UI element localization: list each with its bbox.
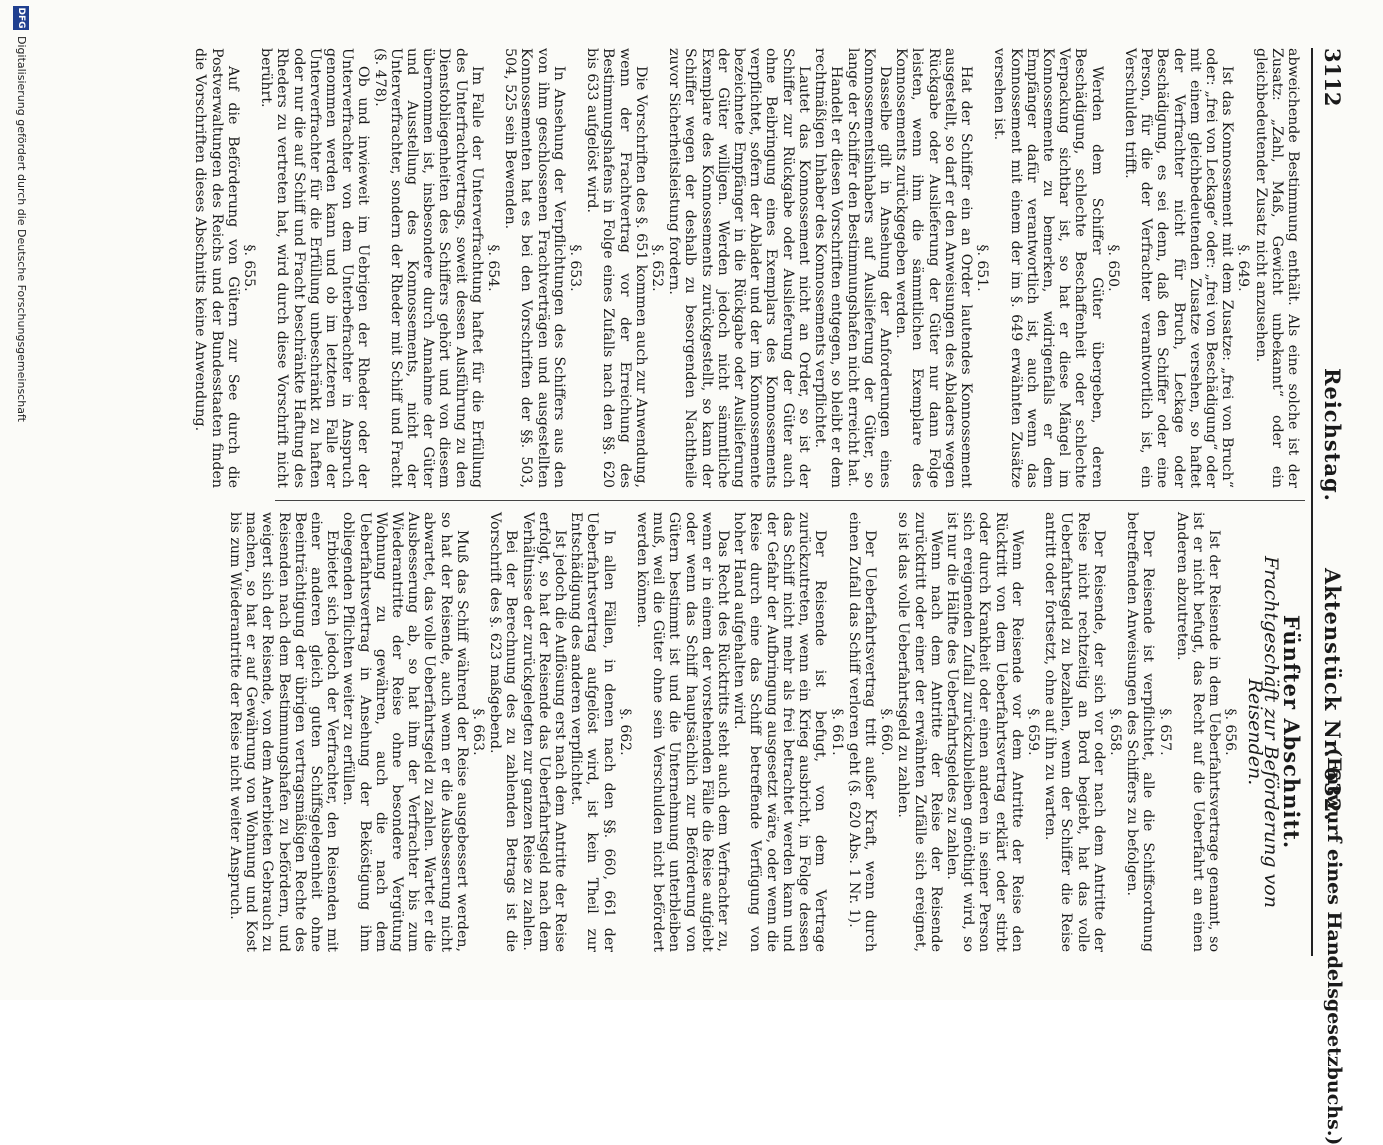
paragraph: Werden dem Schiffer Güter übergeben, deren Beschädigung, schlechte Beschaffenheit oder schlechte Verpackung sichtbar ist, so hat er diese Mängel im Konnossemente zu bemerken, widrigenfalls er dem Empfänger dafür verantwortlich ist, auch wenn das Konnossement mit einem der im §. 649 erwähnten Zusätze versehen ist. [991, 48, 1105, 488]
section-number: §. 655. [241, 244, 257, 292]
page-footer [7, 0, 31, 1000]
section-number: §. 651. [974, 244, 991, 292]
section-number: §. 652. [649, 244, 666, 292]
paragraph: Das Recht des Rücktritts steht auch dem Verfrachter zu, wenn er in einem der vorstehenden Fälle die Reise aufgiebt oder wenn das Schiff hauptsächlich zur Beförderung von Gütern bestimmt ist und die Unternehmung unterbleiben muß, weil die Güter ohne sein Verschulden nicht befördert werden können. [634, 512, 732, 952]
paragraph: Hat der Schiffer ein an Order lautendes Konnossement ausgestellt, so darf er den Anweisungen des Abladers wegen Rückgabe oder Auslieferung der Güter nur dann Folge leisten, wenn ihm die sämmtlichen Exemplare des Konnossements zurückgegeben werden. [893, 48, 974, 488]
paragraph: Der Reisende ist befugt, von dem Vertrage zurückzutreten, wenn ein Krieg ausbricht, in Folge dessen das Schiff nicht mehr als frei betrachtet werden kann und der Gefahr der Aufbringung ausgesetzt wäre, oder wenn die Reise durch eine das Schiff betreffende Verfügung von hoher Hand aufgehalten wird. [731, 512, 829, 952]
paragraph: Im Falle der Unterverfrachtung haftet für die Erfüllung des Unterfrachtvertrags, soweit dessen Ausführung zu den Dienstobliegenheiten des Schiffers gehört und von diesem übernommen ist, insbesondere durch Annahme der Güter und Ausstellung des Konnossements, nicht der Unterverfrachter, sondern der Rheder mit Schiff und Fracht (§. 478). [371, 48, 485, 488]
column-divider [275, 500, 1305, 501]
section-number: §. 656. [1222, 708, 1239, 756]
header-right-title: (Entwurf eines Handelsgesetzbuchs.) [1323, 748, 1345, 1145]
dfg-logo: DFG [13, 6, 29, 30]
footer-credit: Digitalisierung gefördert durch die Deutsche Forschungsgemeinschaft [15, 36, 28, 422]
section-number: §. 654. [485, 244, 502, 292]
left-column [192, 48, 1301, 488]
paragraph: Erbietet sich jedoch der Verfrachter, den Reisenden mit einer anderen gleich guten Schiffsgelegenheit ohne Beeinträchtigung der übrigen vertragsmäßigen Rechte des Reisenden nach dem Bestimmungshafen zu befördern, und weigert sich der Reisende, von dem Anerbieten Gebrauch zu machen, so hat er auf Gewährung von Wohnung und Kost bis zum Wiederantritte der Reise nicht weiter Anspruch. [227, 512, 341, 952]
paragraph: In Ansehung der Verpflichtungen des Schiffers aus den von ihm geschlossenen Frachtverträgen und ausgestellten Konnossementen hat es bei den Vorschriften der §§. 503, 504, 525 sein Bewenden. [502, 48, 567, 488]
paragraph: Ob und inwieweit im Uebrigen der Rheder oder der Unterverfrachter von dem Unterbefrachter in Anspruch genommen werden kann und ob im letzteren Falle der Unterverfrachter für die Erfüllung unbeschränkt zu haften oder nur die auf Schiff und Fracht beschränkte Haftung des Rheders zu vertreten hat, wird durch diese Vorschrift nicht berührt. [258, 48, 372, 488]
section-number: §. 660. [878, 708, 895, 756]
paragraph: Lautet das Konnossement nicht an Order, so ist der Schiffer zur Rückgabe oder Auslieferung der Güter auch ohne Beibringung eines Exemplars des Konnossements verpflichtet, sofern der Ablader und der im Konnossemente bezeichnete Empfänger in die Rückgabe oder Auslieferung der Güter willigen. Werden jedoch nicht sämmtliche Exemplare des Konnossements zurückgestellt, so kann der Schiffer wegen der deshalb zu besorgenden Nachtheile zuvor Sicherheitsleistung fordern. [666, 48, 812, 488]
section-number: §. 659. [1024, 708, 1041, 756]
paragraph: Wenn nach dem Antritte der Reise der Reisende zurücktritt oder einer der erwähnten Zufälle sich ereignet, so ist das volle Ueberfahrtsgeld zu zahlen. [895, 512, 944, 952]
chapter-subtitle: Frachtgeschäft zur Beförderung von Reisenden. [1243, 556, 1282, 908]
paragraph: Dasselbe gilt in Ansehung der Anforderungen eines Konnossementsinhabers auf Auslieferung der Güter, so lange der Schiffer den Bestimmungshafen nicht erreicht hat. [844, 48, 893, 488]
paragraph: In allen Fällen, in denen nach den §§. 660, 661 der Ueberfahrtsvertrag aufgelöst wird, ist kein Theil zur Entschädigung des anderen verpflichtet. [568, 512, 617, 952]
chapter-title: Fünfter Abschnitt. [1279, 614, 1304, 850]
paragraph: Auf die Beförderung von Gütern zur See durch die Postverwaltungen des Reichs und der Bundesstaaten finden die Vorschriften dieses Abschnitts keine Anwendung. [192, 48, 241, 488]
right-column [227, 512, 1304, 952]
paragraph: Muß das Schiff während der Reise ausgebessert werden, so hat der Reisende, auch wenn er die Ausbesserung nicht abwartet, das volle Ueberfahrtsgeld zu zahlen. Wartet er die Ausbesserung ab, so hat ihm der Verfrachter bis zum Wiederantritte der Reise ohne besondere Vergütung Wohnung zu gewähren, auch die nach dem Ueberfahrtsvertrag in Ansehung der Beköstigung ihm obliegenden Pflichten weiter zu erfüllen. [340, 512, 470, 952]
section-number: §. 661. [828, 708, 845, 756]
section-number: §. 649. [1235, 244, 1252, 292]
paragraph: abweichende Bestimmung enthält. Als eine solche ist der Zusatz: „Zahl, Maß, Gewicht unbekannt“ oder ein gleichbedeutender Zusatz nicht anzusehen. [1252, 48, 1301, 488]
paragraph: Wenn der Reisende vor dem Antritte der Reise den Rücktritt von dem Ueberfahrtsvertrag erklärt oder stirbt oder durch Krankheit oder einen anderen in seiner Person sich ereignenden Zufall zurückzubleiben genöthigt wird, so ist nur die Hälfte des Ueberfahrtsgeldes zu zahlen. [943, 512, 1025, 952]
page-body [192, 48, 1345, 1145]
paragraph: Ist der Reisende in dem Ueberfahrtsvertrage genannt, so ist er nicht befugt, das Recht auf die Ueberfahrt an einen Anderen abzutreten. [1173, 512, 1223, 952]
section-number: §. 662. [616, 708, 633, 756]
paragraph: Der Reisende ist verpflichtet, alle die Schiffsordnung betreffenden Anweisungen des Schiffers zu befolgen. [1124, 512, 1157, 952]
section-number: §. 657. [1156, 708, 1173, 756]
page-header [1315, 48, 1345, 1145]
paragraph: Ist das Konnossement mit dem Zusatze: „frei von Bruch“ oder: „frei von Leckage“ oder: „frei von Beschädigung“ oder mit einem gleichbedeutenden Zusatze versehen, so haftet der Verfrachter nicht für Bruch, Leckage oder Beschädigung, es sei denn, daß den Schiffer oder eine Person, für die der Verfrachter verantwortlich ist, ein Verschulden trifft. [1121, 48, 1236, 488]
paragraph: Ist jedoch die Auflösung erst nach dem Antritte der Reise erfolgt, so hat der Reisende das Ueberfahrtsgeld nach dem Verhältnisse der zurückgelegten zur ganzen Reise zu zahlen. [519, 512, 569, 952]
section-number: §. 653. [567, 244, 584, 292]
paragraph: Der Ueberfahrtsvertrag tritt außer Kraft, wenn durch einen Zufall das Schiff verloren geht (§. 620 Abs. 1 Nr. 1). [845, 512, 878, 952]
section-number: §. 650. [1104, 244, 1121, 292]
header-center-title: Aktenstück Nr. 632. [1320, 568, 1345, 822]
paragraph: Handelt er diesen Vorschriften entgegen, so bleibt er dem rechtmäßigen Inhaber des Konnossements verpflichtet. [812, 48, 845, 488]
section-number: §. 658. [1106, 708, 1123, 756]
paragraph: Der Reisende, der sich vor oder nach dem Antritte der Reise nicht rechtzeitig an Bord begiebt, hat das volle Ueberfahrtsgeld zu bezahlen, wenn der Schiffer die Reise antritt oder fortsetzt, ohne auf ihn zu warten. [1042, 512, 1107, 952]
paragraph: Die Vorschriften des §. 651 kommen auch zur Anwendung, wenn der Frachtvertrag vor der Erreichung des Bestimmungshafens in Folge eines Zufalls nach den §§. 620 bis 633 aufgelöst wird. [584, 48, 649, 488]
section-number: §. 663. [470, 708, 487, 756]
page-number: 3112 [1320, 48, 1345, 107]
header-left-title: Reichstag. [1320, 368, 1345, 502]
paragraph: Bei der Berechnung des zu zahlenden Betrags ist die Vorschrift des §. 623 maßgebend. [487, 512, 520, 952]
header-rule [1311, 48, 1313, 956]
